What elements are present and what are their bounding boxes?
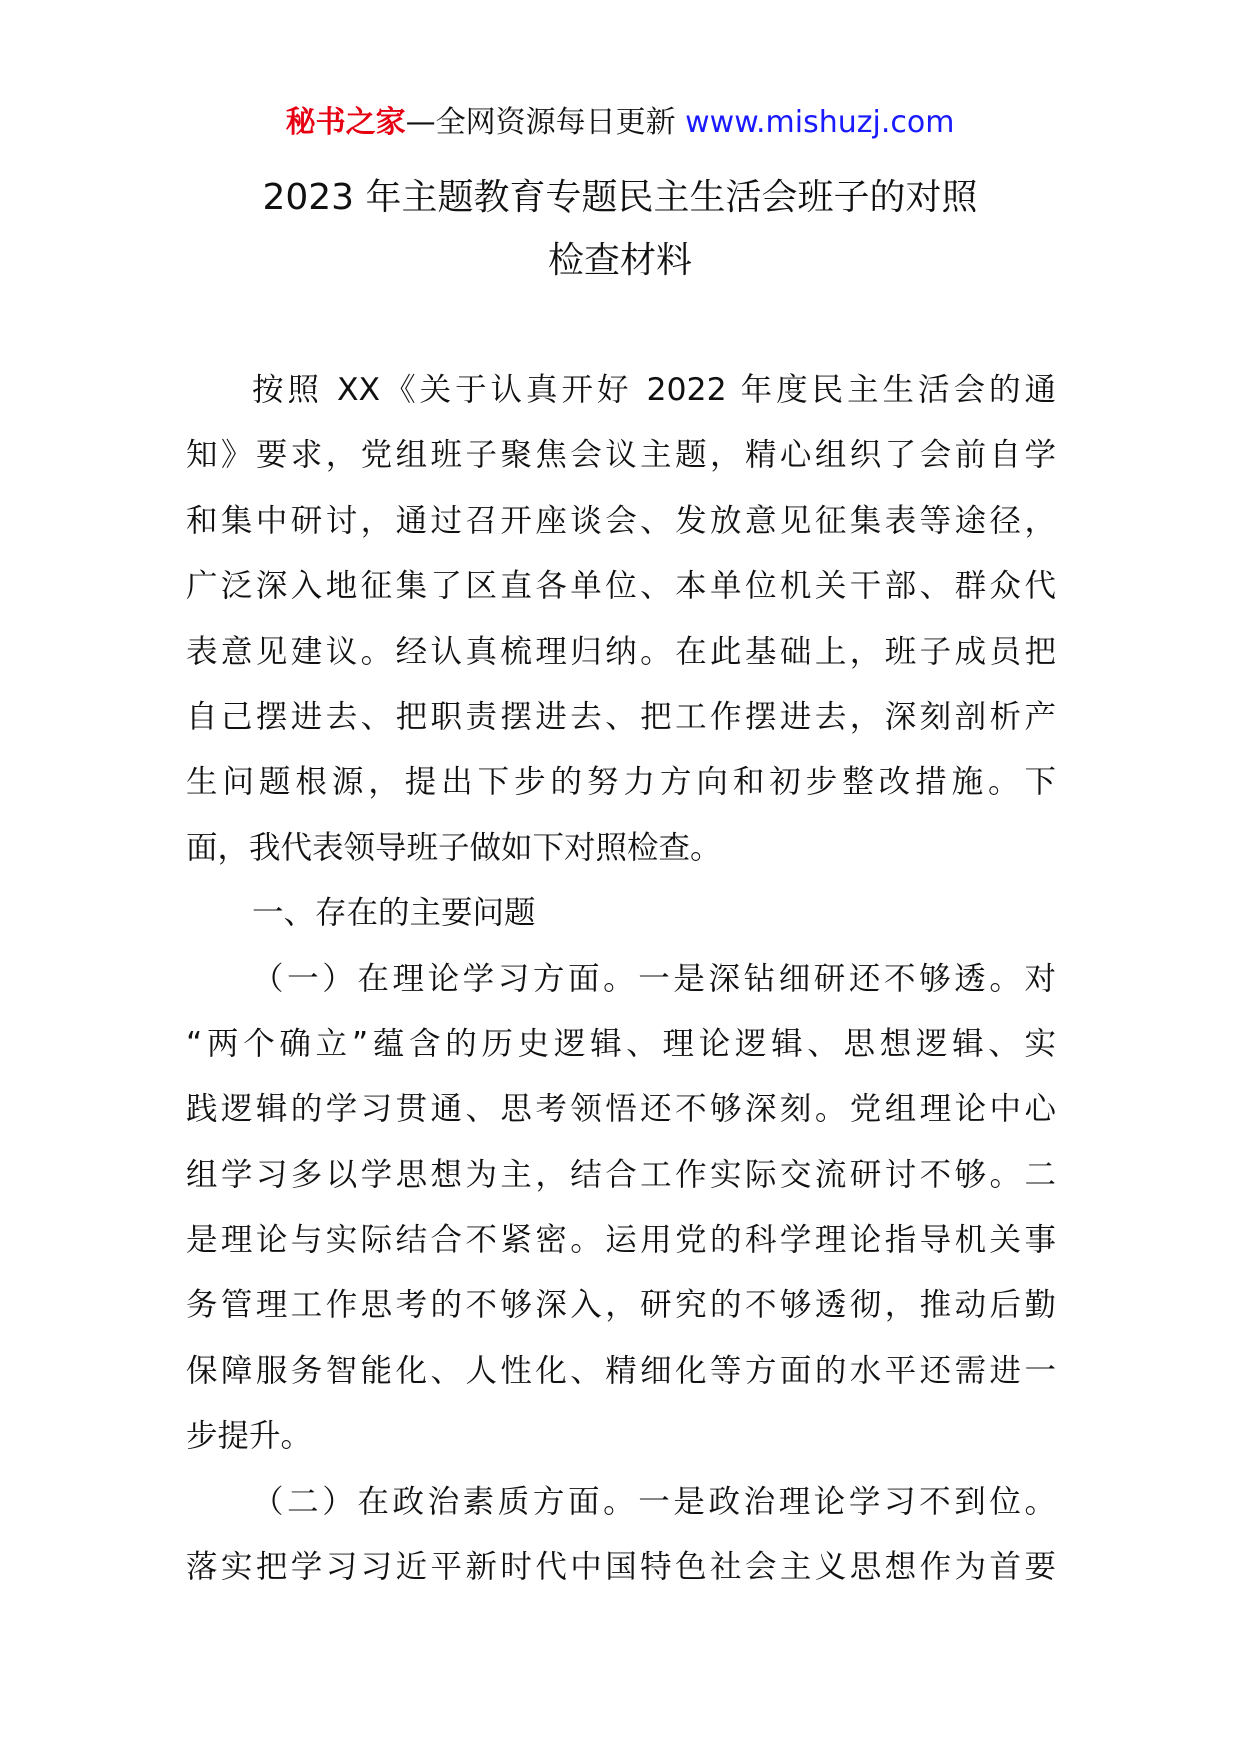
brand-name: 秘书之家 [285,105,406,140]
body-line: （一）在理论学习方面。一是深钻细研还不够透。对 [252,960,1056,997]
body-line: 是理论与实际结合不紧密。运用党的科学理论指导机关事 [186,1222,1056,1259]
body-line: 按照 XX《关于认真开好 2022 年度民主生活会的通 [252,372,1056,408]
body-line: 步提升。 [186,1418,313,1455]
body-line: 务管理工作思考的不够深入，研究的不够透彻，推动后勤 [186,1287,1056,1324]
site-header [0,100,1240,146]
body-line: 面，我代表领导班子做如下对照检查。 [186,829,722,866]
body-line: 保障服务智能化、人性化、精细化等方面的水平还需进一 [186,1352,1056,1389]
section-heading: 一、存在的主要问题 [252,895,536,932]
body-line: 知》要求，党组班子聚焦会议主题，精心组织了会前自学 [186,437,1056,474]
body-line: 组学习多以学思想为主，结合工作实际交流研讨不够。二 [186,1156,1056,1193]
document-body [186,358,1056,1600]
title-line-2: 检查材料 [547,240,692,281]
document-title [0,166,1240,292]
body-line: 和集中研讨，通过召开座谈会、发放意见征集表等途径， [186,502,1056,539]
body-line: 广泛深入地征集了区直各单位、本单位机关干部、群众代 [186,568,1056,605]
body-line: （二）在政治素质方面。一是政治理论学习不到位。 [252,1483,1056,1520]
title-line-1: 2023 年主题教育专题民主生活会班子的对照 [262,177,978,218]
body-line: 生问题根源，提出下步的努力方向和初步整改措施。下 [186,764,1056,801]
body-line: 自己摆进去、把职责摆进去、把工作摆进去，深刻剖析产 [186,698,1056,735]
body-line: 表意见建议。经认真梳理归纳。在此基础上，班子成员把 [186,633,1056,670]
site-url-link[interactable]: www.mishuzj.com [685,105,955,140]
body-line: 落实把学习习近平新时代中国特色社会主义思想作为首要 [186,1549,1056,1586]
body-line: “两个确立”蕴含的历史逻辑、理论逻辑、思想逻辑、实 [186,1025,1056,1062]
header-tagline: —全网资源每日更新 [405,105,686,140]
body-line: 践逻辑的学习贯通、思考领悟还不够深刻。党组理论中心 [186,1091,1056,1128]
